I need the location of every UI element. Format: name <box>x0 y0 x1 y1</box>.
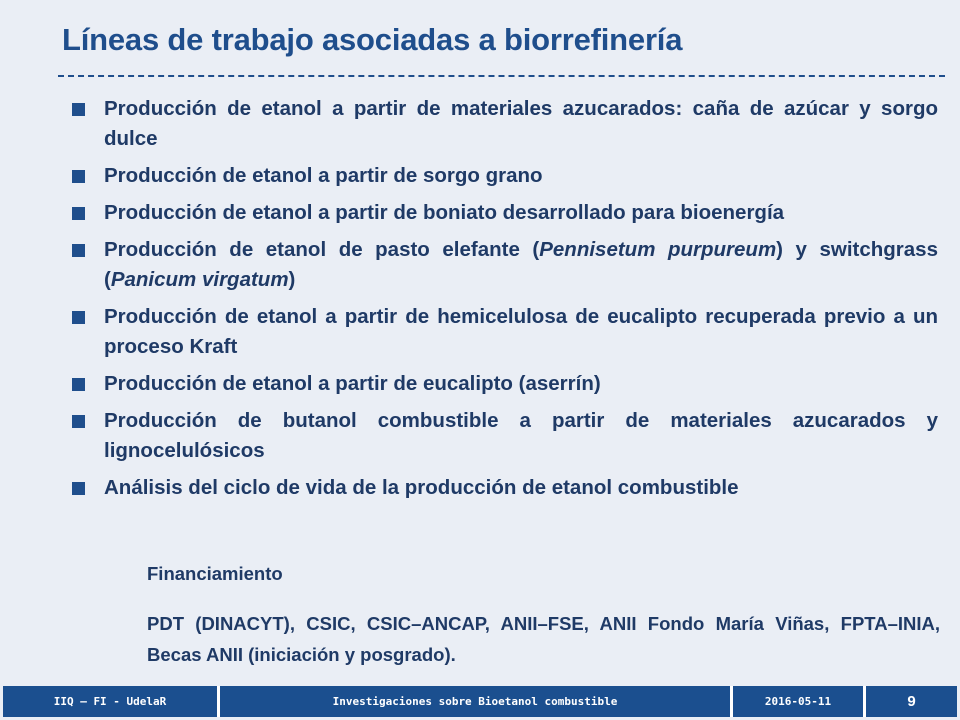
slide-title: Líneas de trabajo asociadas a biorrefinería <box>62 22 683 57</box>
square-bullet-icon <box>72 311 85 324</box>
bullet-list <box>70 94 938 510</box>
bullet-text: ) y switchgrass ( <box>104 238 938 291</box>
square-bullet-icon <box>72 103 85 116</box>
square-bullet-icon <box>72 482 85 495</box>
square-bullet-icon <box>72 170 85 183</box>
species-name: Pennisetum purpureum <box>539 238 777 261</box>
bullet-item <box>70 406 938 466</box>
slide-footer <box>3 686 957 717</box>
funding-section <box>147 560 940 670</box>
bullet-item <box>70 161 938 191</box>
bullet-item <box>70 198 938 228</box>
square-bullet-icon <box>72 415 85 428</box>
square-bullet-icon <box>72 378 85 391</box>
square-bullet-icon <box>72 207 85 220</box>
footer-presentation-title: Investigaciones sobre Bioetanol combustible <box>220 686 733 717</box>
funding-heading: Financiamiento <box>147 563 283 584</box>
bullet-item <box>70 302 938 362</box>
bullet-item <box>70 235 938 295</box>
bullet-item <box>70 369 938 399</box>
bullet-text: Producción de butanol combustible a partir de materiales azucarados y lignocelulósicos <box>104 409 938 462</box>
bullet-text: Producción de etanol a partir de hemicelulosa de eucalipto recuperada previo a un proceso Kraft <box>104 305 938 358</box>
bullet-text: Producción de etanol de pasto elefante ( <box>104 238 540 261</box>
title-divider <box>58 75 945 77</box>
species-name: Panicum virgatum <box>110 268 289 291</box>
footer-date: 2016-05-11 <box>733 686 866 717</box>
bullet-text: Análisis del ciclo de vida de la producción de etanol combustible <box>104 476 739 499</box>
bullet-text: Producción de etanol a partir de materiales azucarados: caña de azúcar y sorgo dulce <box>104 97 938 150</box>
bullet-text: Producción de etanol a partir de boniato desarrollado para bioenergía <box>104 201 785 224</box>
bullet-item <box>70 473 938 503</box>
footer-page-number: 9 <box>907 693 916 710</box>
bullet-text: Producción de etanol a partir de eucalipto (aserrín) <box>104 372 601 395</box>
bullet-text: Producción de etanol a partir de sorgo grano <box>104 164 543 187</box>
bullet-item <box>70 94 938 154</box>
funding-text: PDT (DINACYT), CSIC, CSIC–ANCAP, ANII–FSE, ANII Fondo María Viñas, FPTA–INIA, Becas ANII (iniciación y posgrado). <box>147 613 940 665</box>
square-bullet-icon <box>72 244 85 257</box>
bullet-text: ) <box>288 268 296 291</box>
footer-institution: IIQ – FI - UdelaR <box>3 686 220 717</box>
